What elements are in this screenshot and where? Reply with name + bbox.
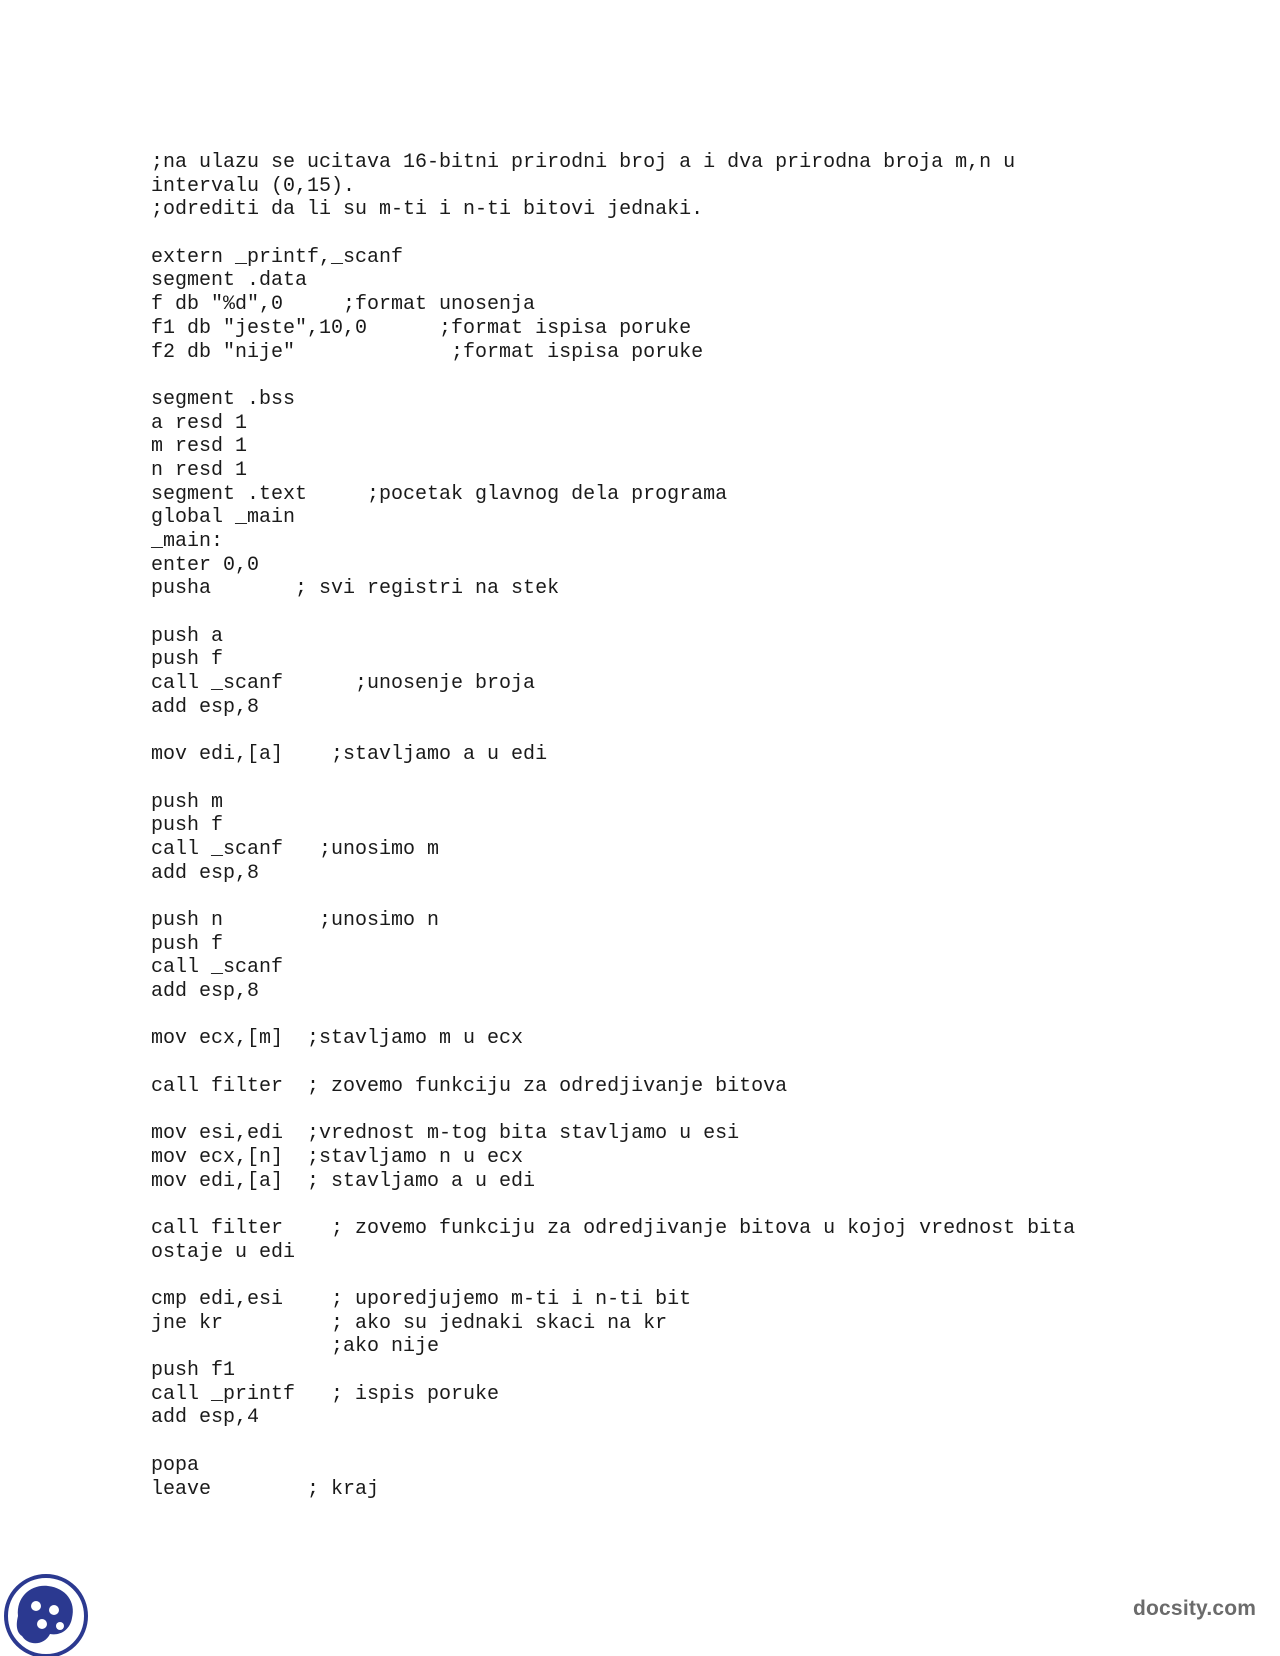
code-line: leave ; kraj <box>151 1477 380 1501</box>
code-line: push a <box>151 624 224 648</box>
code-line: call _printf ; ispis poruke <box>151 1382 500 1406</box>
blank-line <box>151 885 1251 909</box>
code-line: enter 0,0 <box>151 553 260 577</box>
code-line: intervalu (0,15). <box>151 174 356 198</box>
code-line: add esp,8 <box>151 695 260 719</box>
blank-line <box>151 720 1251 744</box>
code-line: m resd 1 <box>151 435 248 459</box>
code-line: mov ecx,[m] ;stavljamo m u ecx <box>151 1027 524 1051</box>
blank-line <box>151 1051 1251 1075</box>
code-line: push f <box>151 648 224 672</box>
code-line: push m <box>151 790 224 814</box>
code-line: jne kr ; ako su jednaki skaci na kr <box>151 1311 668 1335</box>
code-line: segment .text ;pocetak glavnog dela programa <box>151 482 728 506</box>
code-line: ;na ulazu se ucitava 16-bitni prirodni broj a i dva prirodna broja m,n u <box>151 151 1016 174</box>
code-line: call _scanf ;unosenje broja <box>151 672 536 696</box>
code-line: call _scanf ;unosimo m <box>151 837 440 861</box>
docsity-logo-icon <box>2 1572 90 1656</box>
code-listing <box>151 151 1251 1501</box>
code-line: a resd 1 <box>151 411 248 435</box>
code-line: call _scanf <box>151 956 284 980</box>
blank-line <box>151 364 1251 388</box>
code-line: push f1 <box>151 1359 236 1383</box>
code-line: add esp,8 <box>151 980 260 1004</box>
code-line: f1 db "jeste",10,0 ;format ispisa poruke <box>151 316 692 340</box>
blank-line <box>151 1264 1251 1288</box>
code-line: add esp,8 <box>151 861 260 885</box>
code-line: segment .data <box>151 269 308 293</box>
code-line: f2 db "nije" ;format ispisa poruke <box>151 340 704 364</box>
blank-line <box>151 1430 1251 1454</box>
blank-line <box>151 1099 1251 1123</box>
blank-line <box>151 601 1251 625</box>
code-line: segment .bss <box>151 387 296 411</box>
code-line: pusha ; svi registri na stek <box>151 577 560 601</box>
code-line: call filter ; zovemo funkciju za odredjivanje bitova <box>151 1074 788 1098</box>
docsity-brand-text: docsity.com <box>1133 1597 1257 1620</box>
code-line: mov esi,edi ;vrednost m-tog bita stavljamo u esi <box>151 1122 740 1146</box>
code-line: extern _printf,_scanf <box>151 245 404 269</box>
code-line: ostaje u edi <box>151 1240 296 1264</box>
blank-line <box>151 222 1251 246</box>
code-line: f db "%d",0 ;format unosenja <box>151 293 536 317</box>
code-line: call filter ; zovemo funkciju za odredjivanje bitova u kojoj vrednost bita <box>151 1216 1076 1240</box>
code-line: ;ako nije <box>151 1335 440 1359</box>
blank-line <box>151 767 1251 791</box>
code-line: mov edi,[a] ; stavljamo a u edi <box>151 1169 536 1193</box>
code-line: push f <box>151 814 224 838</box>
code-line: popa <box>151 1453 200 1477</box>
code-line: add esp,4 <box>151 1406 260 1430</box>
code-line: global _main <box>151 506 296 530</box>
code-line: cmp edi,esi ; uporedjujemo m-ti i n-ti bit <box>151 1288 692 1311</box>
code-line: _main: <box>151 530 224 553</box>
blank-line <box>151 1193 1251 1217</box>
blank-line <box>151 1004 1251 1028</box>
code-line: push n ;unosimo n <box>151 909 440 932</box>
code-line: n resd 1 <box>151 458 248 482</box>
code-line: ;odrediti da li su m-ti i n-ti bitovi jednaki. <box>151 198 704 222</box>
code-line: mov ecx,[n] ;stavljamo n u ecx <box>151 1145 524 1169</box>
code-line: push f <box>151 932 224 956</box>
code-line: mov edi,[a] ;stavljamo a u edi <box>151 743 548 767</box>
